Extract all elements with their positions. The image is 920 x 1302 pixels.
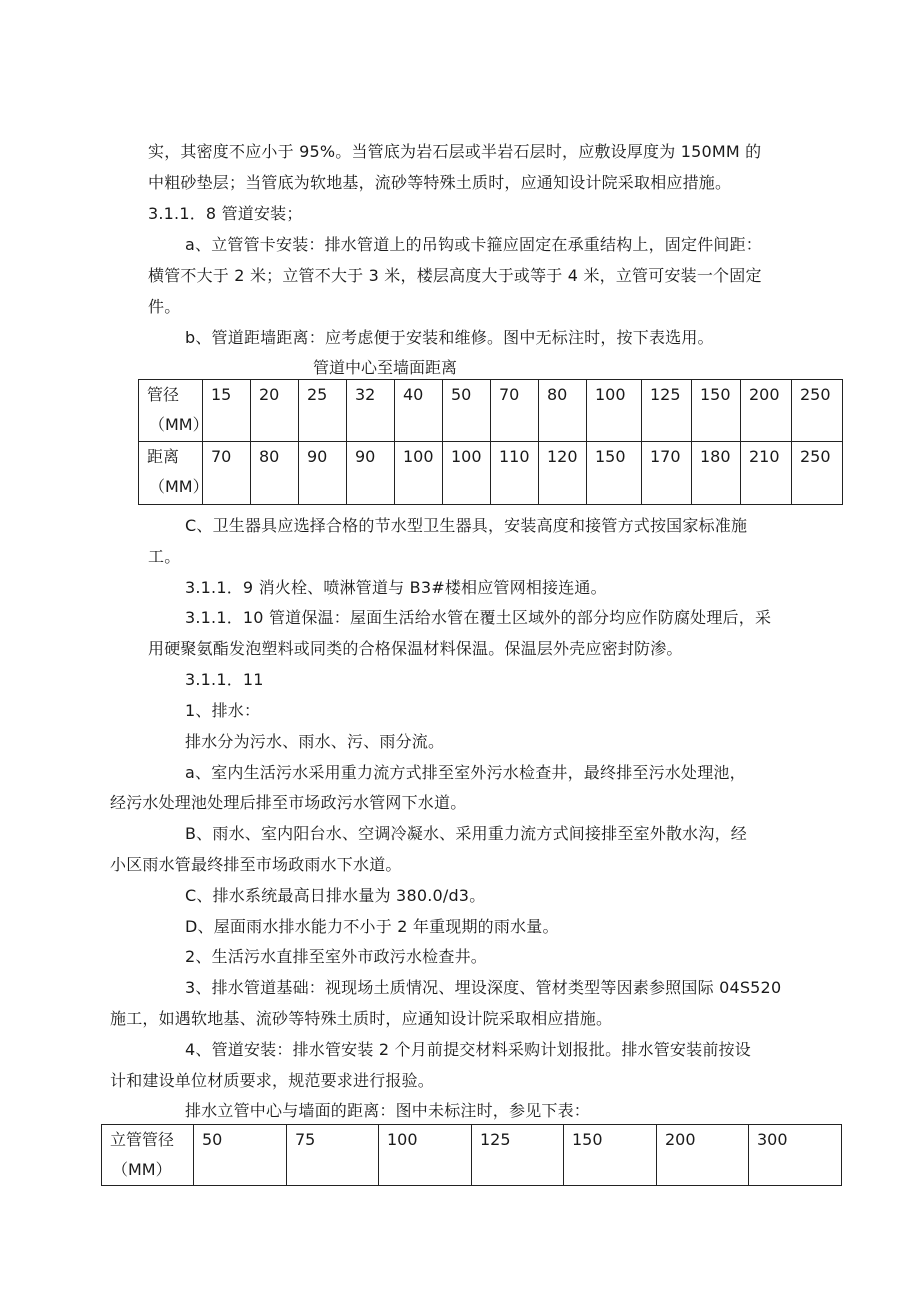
table-cell: 100 [395, 442, 443, 505]
table-cell: 50 [443, 380, 491, 442]
table-cell: 100 [379, 1125, 472, 1186]
section-heading: 3.1.1．11 [185, 670, 264, 689]
paragraph-line: 实，其密度不应小于 95%。当管底为岩石层或半岩石层时，应敷设厚度为 150MM 的 [148, 142, 762, 161]
table-cell: 210 [741, 442, 792, 505]
table-row [139, 442, 843, 505]
paragraph-line: 小区雨水管最终排至市场政雨水下水道。 [110, 855, 402, 874]
table-cell: 80 [251, 442, 299, 505]
table-row [102, 1125, 842, 1186]
paragraph-line: 计和建设单位材质要求，规范要求进行报验。 [110, 1071, 435, 1090]
table-cell: 110 [491, 442, 539, 505]
paragraph-line: a、室内生活污水采用重力流方式排至室外污水检查井，最终排至污水处理池， [185, 763, 746, 782]
table-cell: 100 [443, 442, 491, 505]
paragraph-line: C、卫生器具应选择合格的节水型卫生器具，安装高度和接管方式按国家标准施 [185, 516, 748, 535]
paragraph-line: 4、管道安装：排水管安装 2 个月前提交材料采购计划报批。排水管安装前按设 [185, 1040, 751, 1059]
section-heading: 3.1.1．8 管道安装； [148, 204, 303, 223]
table-cell: 15 [203, 380, 251, 442]
paragraph-line: 1、排水： [185, 701, 261, 720]
paragraph-line: 排水立管中心与墙面的距离：图中未标注时，参见下表： [185, 1101, 591, 1120]
table-cell: 150 [692, 380, 741, 442]
paragraph-line: 经污水处理池处理后排至市场政污水管网下水道。 [110, 793, 467, 812]
table-cell: 300 [749, 1125, 842, 1186]
table-cell: 125 [642, 380, 692, 442]
paragraph-line: 工。 [148, 547, 181, 566]
paragraph-line: D、屋面雨水排水能力不小于 2 年重现期的雨水量。 [185, 917, 559, 936]
table-cell: 170 [642, 442, 692, 505]
table-cell: 20 [251, 380, 299, 442]
table-cell: 40 [395, 380, 443, 442]
paragraph-line: 3.1.1．9 消火栓、喷淋管道与 B3#楼相应管网相接连通。 [185, 578, 607, 597]
table-cell: 25 [299, 380, 347, 442]
paragraph-line: 件。 [148, 297, 181, 316]
paragraph-line: 施工，如遇软地基、流砂等特殊土质时，应通知设计院采取相应措施。 [110, 1009, 613, 1028]
table-cell: 200 [657, 1125, 749, 1186]
paragraph-line: 3.1.1．10 管道保温：屋面生活给水管在覆土区域外的部分均应作防腐处理后，采 [185, 608, 772, 627]
paragraph-line: 排水分为污水、雨水、污、雨分流。 [185, 732, 445, 751]
table-cell: 120 [539, 442, 587, 505]
row-header-cell: 立管管径 （MM） [102, 1125, 194, 1186]
table-cell: 70 [203, 442, 251, 505]
table-cell: 150 [587, 442, 642, 505]
row-header-cell: 管径 （MM） [139, 380, 203, 442]
table-cell: 80 [539, 380, 587, 442]
riser-distance-table [101, 1124, 842, 1186]
table-cell: 100 [587, 380, 642, 442]
table-caption: 管道中心至墙面距离 [313, 358, 458, 377]
table-cell: 32 [347, 380, 395, 442]
table-cell: 50 [194, 1125, 287, 1186]
paragraph-line: B、雨水、室内阳台水、空调冷凝水、采用重力流方式间接排至室外散水沟，经 [185, 824, 747, 843]
paragraph-line: 3、排水管道基础：视现场土质情况、埋设深度、管材类型等因素参照国际 04S520 [185, 978, 782, 997]
table-cell: 75 [287, 1125, 379, 1186]
table-cell: 90 [299, 442, 347, 505]
paragraph-line: 中粗砂垫层；当管底为软地基，流砂等特殊土质时，应通知设计院采取相应措施。 [148, 173, 732, 192]
table-cell: 90 [347, 442, 395, 505]
paragraph-line: 2、生活污水直排至室外市政污水检查井。 [185, 947, 487, 966]
table-cell: 250 [792, 380, 843, 442]
paragraph-line: 用硬聚氨酯发泡塑料或同类的合格保温材料保温。保温层外壳应密封防渗。 [148, 639, 683, 658]
paragraph-line: b、管道距墙距离：应考虑便于安装和维修。图中无标注时，按下表选用。 [185, 328, 714, 347]
table-cell: 150 [564, 1125, 657, 1186]
table-cell: 250 [792, 442, 843, 505]
table-cell: 125 [472, 1125, 564, 1186]
pipe-distance-table [138, 379, 843, 505]
table-cell: 180 [692, 442, 741, 505]
table-row [139, 380, 843, 442]
paragraph-line: 横管不大于 2 米；立管不大于 3 米，楼层高度大于或等于 4 米，立管可安装一个固定 [148, 266, 762, 285]
table-cell: 70 [491, 380, 539, 442]
paragraph-line: C、排水系统最高日排水量为 380.0/d3。 [185, 886, 486, 905]
table-cell: 200 [741, 380, 792, 442]
row-header-cell: 距离 （MM） [139, 442, 203, 505]
paragraph-line: a、立管管卡安装：排水管道上的吊钩或卡箍应固定在承重结构上，固定件间距： [185, 235, 763, 254]
